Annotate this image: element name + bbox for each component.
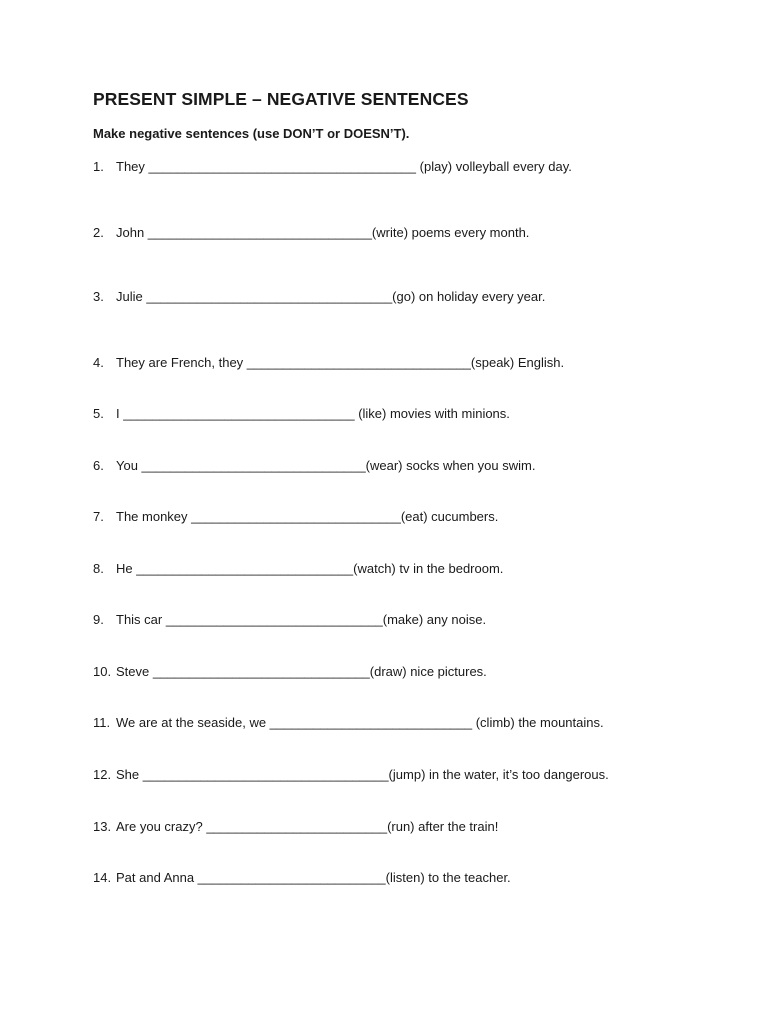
exercise-text: She __________________________________(jump) in the water, it’s too dangerous.	[116, 767, 609, 782]
exercise-item	[93, 405, 510, 423]
exercise-number: 6.	[93, 458, 104, 473]
exercise-item	[93, 818, 498, 836]
exercise-number: 1.	[93, 159, 104, 174]
exercise-number: 10.	[93, 664, 112, 679]
exercise-number: 7.	[93, 509, 104, 524]
page-title: PRESENT SIMPLE – NEGATIVE SENTENCES	[93, 89, 469, 109]
exercise-item	[93, 158, 572, 176]
exercise-number: 2.	[93, 225, 104, 240]
exercise-text: Pat and Anna __________________________(listen) to the teacher.	[116, 870, 511, 885]
exercise-number: 12.	[93, 767, 112, 782]
exercise-item	[93, 560, 503, 578]
exercise-text: The monkey _____________________________(eat) cucumbers.	[116, 509, 499, 524]
exercise-number: 8.	[93, 561, 104, 576]
exercise-text: Steve ______________________________(draw) nice pictures.	[116, 664, 487, 679]
instructions: Make negative sentences (use DON’T or DOESN’T).	[93, 126, 410, 141]
exercise-text: They _____________________________________ (play) volleyball every day.	[116, 159, 572, 174]
exercise-item	[93, 224, 529, 242]
exercise-text: We are at the seaside, we ____________________________ (climb) the mountains.	[116, 715, 604, 730]
exercise-number: 11.	[93, 715, 111, 730]
exercise-number: 5.	[93, 406, 104, 421]
exercise-text: You _______________________________(wear) socks when you swim.	[116, 458, 536, 473]
exercise-number: 9.	[93, 612, 104, 627]
exercise-number: 4.	[93, 355, 104, 370]
exercise-item	[93, 508, 498, 526]
exercise-text: They are French, they _______________________________(speak) English.	[116, 355, 565, 370]
exercise-text: This car ______________________________(make) any noise.	[116, 612, 487, 627]
exercise-text: Are you crazy? _________________________(run) after the train!	[116, 819, 499, 834]
exercise-item	[93, 288, 545, 306]
exercise-text: He ______________________________(watch) tv in the bedroom.	[116, 561, 504, 576]
exercise-item	[93, 611, 486, 629]
exercise-item	[93, 457, 535, 475]
exercise-item	[93, 663, 487, 681]
exercise-text: John _______________________________(write) poems every month.	[116, 225, 530, 240]
exercise-number: 3.	[93, 289, 104, 304]
exercise-item	[93, 354, 564, 372]
exercise-item	[93, 766, 609, 784]
exercise-item	[93, 869, 511, 887]
exercise-number: 13.	[93, 819, 112, 834]
exercise-text: Julie __________________________________(go) on holiday every year.	[116, 289, 546, 304]
exercise-text: I ________________________________ (like) movies with minions.	[116, 406, 510, 421]
exercise-number: 14.	[93, 870, 112, 885]
exercise-item	[93, 714, 604, 732]
